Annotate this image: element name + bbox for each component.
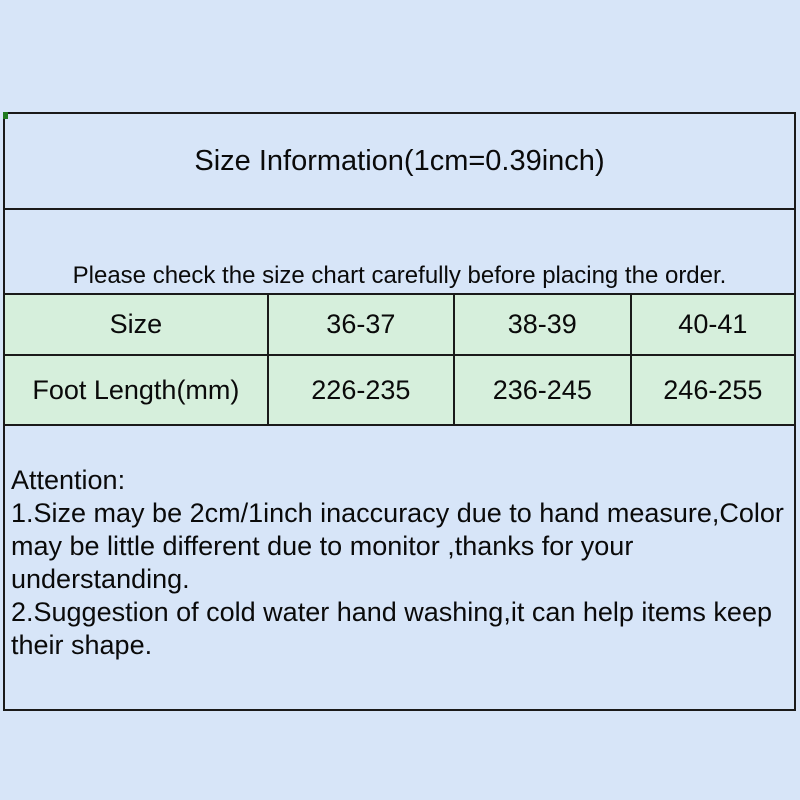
table-row-size (5, 294, 794, 355)
page-title: Size Information(1cm=0.39inch) (194, 144, 605, 177)
attention-heading: Attention: (11, 465, 126, 495)
notice-row (5, 210, 794, 293)
row-header-size: Size (5, 294, 268, 355)
notice-text: Please check the size chart carefully before placing the order. (72, 262, 727, 289)
attention-line: 2.Suggestion of cold water hand washing,it can help items keep (11, 597, 772, 627)
row-header-foot-length: Foot Length(mm) (5, 355, 268, 425)
foot-length-value-cell: 246-255 (631, 355, 794, 425)
attention-line: understanding. (11, 564, 190, 594)
attention-section (5, 426, 794, 709)
title-row (5, 114, 794, 210)
attention-line: their shape. (11, 630, 153, 660)
size-table (5, 293, 794, 426)
size-value-cell: 40-41 (631, 294, 794, 355)
foot-length-value-cell: 226-235 (268, 355, 454, 425)
table-row-foot-length (5, 355, 794, 425)
corner-artifact (3, 112, 8, 119)
attention-line: 1.Size may be 2cm/1inch inaccuracy due to hand measure,Color (11, 498, 784, 528)
foot-length-value-cell: 236-245 (454, 355, 631, 425)
size-info-panel (3, 112, 796, 711)
attention-line: may be little different due to monitor ,thanks for your (11, 531, 634, 561)
size-value-cell: 36-37 (268, 294, 454, 355)
size-value-cell: 38-39 (454, 294, 631, 355)
